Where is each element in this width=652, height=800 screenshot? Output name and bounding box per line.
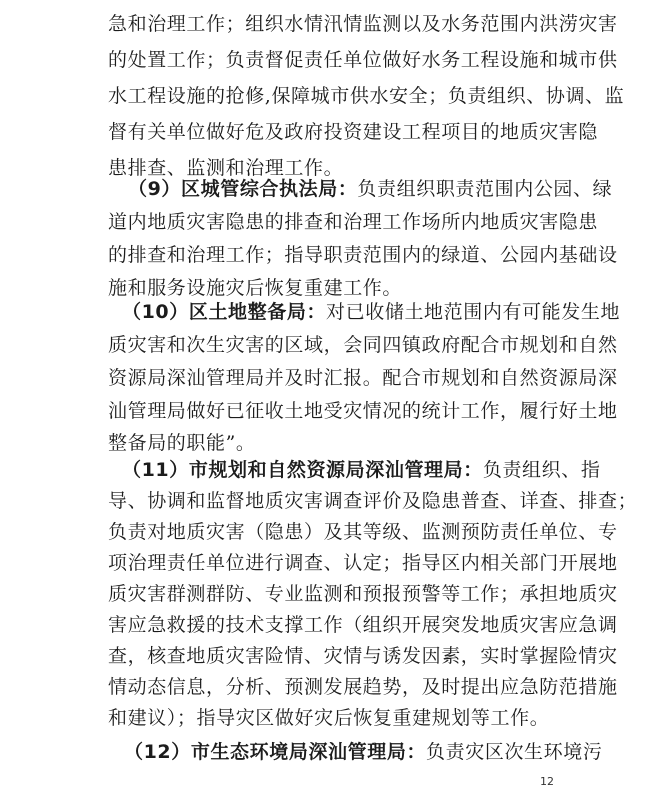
paragraph-first-line — [128, 177, 612, 201]
text-line: 情动态信息，分析、预测发展趋势，及时提出应急防范措施 — [108, 676, 618, 698]
section-heading: （10）区土地整备局： — [122, 301, 327, 323]
paragraph-first-line — [124, 740, 602, 764]
page-number: 12 — [540, 775, 554, 788]
paragraph-first-line — [122, 458, 600, 482]
text-line: 汕管理局做好已征收土地受灾情况的统计工作，履行好土地 — [108, 400, 618, 422]
text-line: 整备局的职能”。 — [108, 432, 256, 454]
text-line: 的处置工作；负责督促责任单位做好水务工程设施和城市供 — [108, 49, 618, 71]
text-line: 道内地质灾害隐患的排查和治理工作场所内地质灾害隐患 — [108, 211, 599, 233]
text-line: 质灾害群测群防、专业监测和预报预警等工作；承担地质灾 — [108, 583, 618, 605]
text-line: 害应急救援的技术支撑工作（组织开展突发地质灾害应急调 — [108, 614, 618, 636]
text-span: 负责灾区次生环境污 — [426, 741, 603, 763]
section-heading: （12）市生态环境局深汕管理局： — [124, 741, 427, 763]
text-line: 负责对地质灾害（隐患）及其等级、监测预防责任单位、专 — [108, 521, 618, 543]
text-line: 患排查、监测和治理工作。 — [108, 157, 344, 179]
text-line: 质灾害和次生灾害的区域，会同四镇政府配合市规划和自然 — [108, 334, 618, 356]
text-line: 督有关单位做好危及政府投资建设工程项目的地质灾害隐 — [108, 121, 599, 143]
text-line: 导、协调和监督地质灾害调查评价及隐患普查、详查、排查； — [108, 490, 638, 512]
section-heading: （9）区城管综合执法局： — [128, 178, 358, 200]
text-line: 资源局深汕管理局并及时汇报。配合市规划和自然资源局深 — [108, 367, 618, 389]
text-span: 负责组织、指 — [482, 459, 601, 481]
text-line: 水工程设施的抢修,保障城市供水安全；负责组织、协调、监 — [108, 85, 625, 107]
section-heading: （11）市规划和自然资源局深汕管理局： — [122, 459, 483, 481]
text-line: 查，核查地质灾害险情、灾情与诱发因素，实时掌握险情灾 — [108, 645, 618, 667]
text-line: 项治理责任单位进行调查、认定；指导区内相关部门开展地 — [108, 552, 618, 574]
text-span: 负责组织职责范围内公园、绿 — [357, 178, 613, 200]
text-line: 急和治理工作；组织水情汛情监测以及水务范围内洪涝灾害 — [108, 13, 618, 35]
text-line: 施和服务设施灾后恢复重建工作。 — [108, 277, 403, 299]
text-line: 的排查和治理工作；指导职责范围内的绿道、公园内基础设 — [108, 244, 618, 266]
text-span: 对已收储土地范围内有可能发生地 — [326, 301, 621, 323]
text-line: 和建议）；指导灾区做好灾后恢复重建规划等工作。 — [108, 707, 550, 729]
paragraph-first-line — [122, 300, 620, 324]
